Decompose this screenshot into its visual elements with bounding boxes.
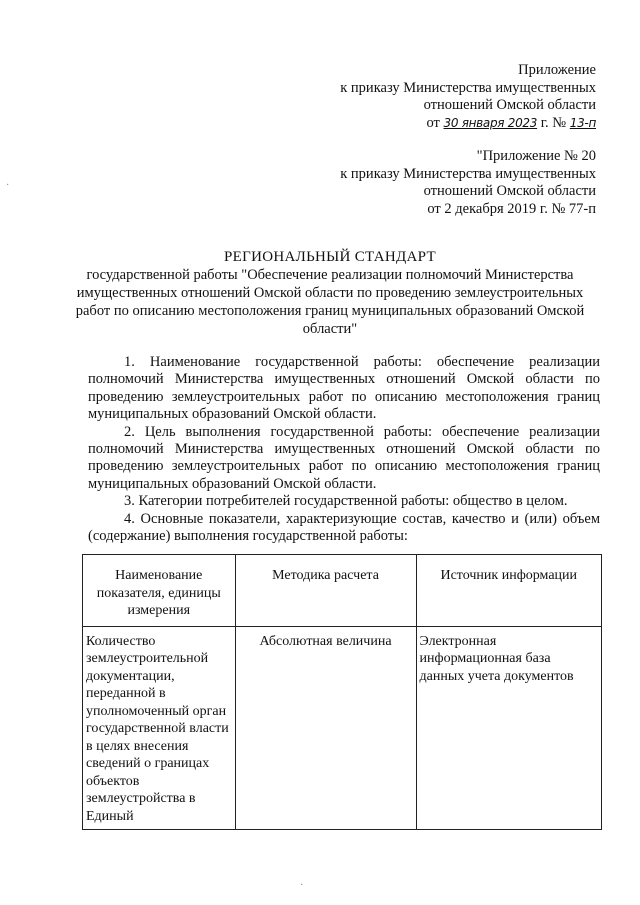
ministry-name: отношений Омской области — [423, 97, 596, 113]
paragraph-2: 2. Цель выполнения государственной работы: обеспечение реализации полномочий Министерства имущественных отношений Омской области по проведению землеустроительных работ по описанию местоположения границ муниципальных образований Омской области. — [88, 423, 600, 492]
original-ministry-name: отношений Омской области — [423, 183, 596, 199]
table-header-cell: Источник информации — [416, 555, 601, 627]
scan-speck: · — [6, 180, 10, 191]
table-header-cell: Наименование показателя, единицы измерения — [83, 555, 236, 627]
handwritten-date: 30 января 2023 — [443, 115, 538, 130]
order-date-line: от 30 января 2023 г. № 13-п — [426, 114, 596, 131]
table-cell: Количество землеустроительной документации, переданной в уполномоченный орган государственной власти в целях внесения сведений о границах объектов землеустройства в Единый — [83, 626, 236, 830]
standard-subtitle: государственной работы "Обеспечение реализации полномочий Министерства имущественных отношений Омской области по проведению землеустроительных работ по описанию местоположения границ муниципальных образований Омской области" — [75, 267, 585, 337]
document-body — [88, 354, 600, 545]
appendix-header — [340, 62, 596, 132]
document-title — [60, 248, 600, 338]
paragraph-1: 1. Наименование государственной работы: обеспечение реализации полномочий Министерства имущественных отношений Омской области по проведению землеустроительных работ по описанию местоположения границ муниципальных образований Омской области. — [88, 354, 600, 423]
original-order-date: от 2 декабря 2019 г. № 77-п — [427, 200, 596, 217]
original-order-reference: к приказу Министерства имущественных — [340, 165, 596, 182]
original-appendix-header — [340, 148, 596, 218]
order-reference: к приказу Министерства имущественных — [340, 79, 596, 96]
table-header-cell: Методика расчета — [235, 555, 416, 627]
original-appendix-label: "Приложение № 20 — [476, 148, 596, 164]
appendix-label: Приложение — [518, 62, 596, 78]
handwritten-number: 13-п — [569, 115, 596, 130]
standard-title: РЕГИОНАЛЬНЫЙ СТАНДАРТ — [224, 249, 436, 265]
scan-speck: · — [300, 880, 304, 891]
indicators-table — [82, 554, 602, 830]
table-cell: Электронная информационная база данных учета документов — [416, 626, 601, 830]
table-cell: Абсолютная величина — [235, 626, 416, 830]
table-row — [83, 626, 602, 830]
paragraph-3: 3. Категории потребителей государственной работы: общество в целом. — [124, 493, 568, 510]
paragraph-4: 4. Основные показатели, характеризующие состав, качество и (или) объем (содержание) выполнения государственной работы: — [88, 510, 600, 545]
table-header-row — [83, 555, 602, 627]
